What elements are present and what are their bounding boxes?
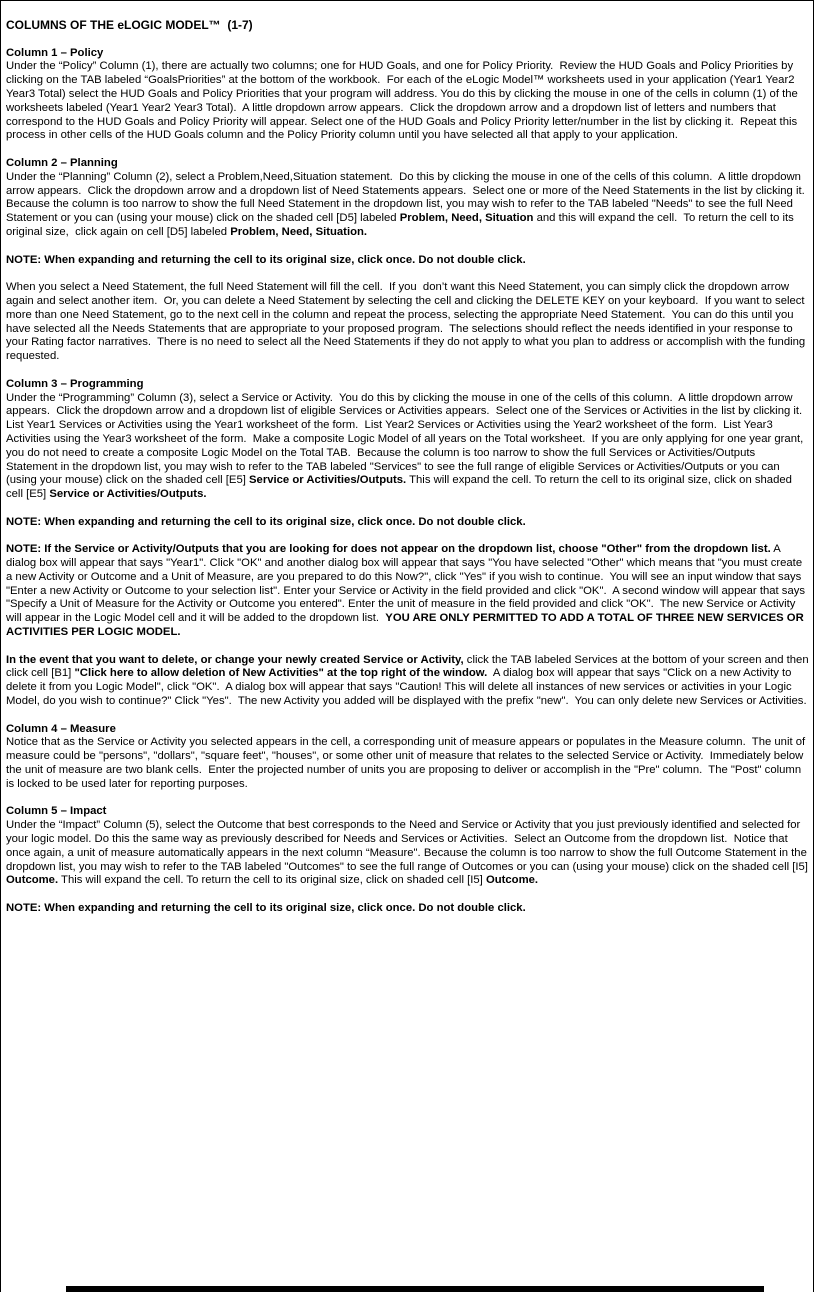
bold-text: Outcome. — [485, 874, 539, 887]
paragraph — [6, 60, 809, 143]
text: A dialog box will appear that says "Click on a new Activity to delete it from you Logic Model", click "OK". A dialog box will appear that says "Caution! This will delete all instances of new services or activities in your Logic Model, do you wish to continue?" Click "Yes". The new Activity you added will be displayed with the prefix "new". You can only delete new Services or Activities. — [6, 667, 807, 708]
paragraph — [6, 516, 809, 530]
bold-text: Problem, Need, Situation — [399, 212, 534, 225]
text: This will expand the cell. To return the cell to its original size, click on shaded cell [I5] — [58, 874, 486, 887]
section-heading-1 — [6, 47, 809, 61]
paragraph — [6, 392, 809, 502]
text: Under the “Impact” Column (5), select the Outcome that best corresponds to the Need and Service or Activity that you just previously identified and selected for your logic model. Do this the same way as previously described for Needs and Services or Activities. Select an Outcome from the dropdown list. Notice that once again, a unit of measure automatically appears in the next column “Measure". Because the column is too narrow to show the full Outcome Statement in the dropdown list, you may wish to refer to the TAB labeled "Outcomes" to see the full range of Outcomes or you can (using your mouse) click on the shaded cell [I5] — [6, 819, 812, 873]
bottom-bar — [66, 1286, 764, 1292]
paragraph — [6, 281, 809, 364]
bold-text: Service or Activities/Outputs. — [249, 474, 407, 487]
section-heading-3 — [6, 378, 809, 392]
paragraph — [6, 170, 812, 240]
section-heading-5 — [6, 805, 809, 819]
bold-text: Column 3 – Programming — [6, 377, 144, 390]
bold-text: NOTE: When expanding and returning the cell to its original size, click once. Do not double click. — [6, 253, 526, 266]
section-heading-2 — [6, 157, 809, 171]
text: Under the “Planning” Column (2), select a Problem,Need,Situation statement. Do this by clicking the mouse in one of the cells of this column. A little dropdown arrow appears. Click the dropdown arrow and a dropdown list of Need Statements appears. Select one or more of the Need Statements in the list by clicking it. Because the column is too narrow to show the full Need Statement in the dropdown list, you may wish to refer to the TAB labeled "Needs" to see the full Need Statement or you can (using your mouse) click on the shaded cell [D5] labeled — [6, 170, 812, 225]
bold-text: In the event that you want to delete, or change your newly created Service or Activity, — [6, 653, 464, 666]
bold-text: Service or Activities/Outputs. — [49, 488, 207, 501]
text: Under the “Policy” Column (1), there are actually two columns; one for HUD Goals, and one for Policy Priority. Review the HUD Goals and Policy Priorities by clicking on the TAB labeled “GoalsPriorities” at the bottom of the workbook. For each of the eLogic Model™ worksheets used in your application (Year1 Year2 Year3 Total) select the HUD Goals and Policy Priorities that your program will address. You do this by clicking the mouse in one of the cells in column (1) of the worksheets labeled (Year1 Year2 Year3 Total). A little dropdown arrow appears. Click the dropdown arrow and a dropdown list of letters and numbers that correspond to the HUD Goals and Policy Priority will appear. Select one of the HUD Goals and Policy Priority letter/number in the list by clicking it. Repeat this process in other cells of the HUD Goals column and the Policy Priority column until you have selected all that apply to your application. — [6, 60, 801, 142]
bold-text: Column 2 – Planning — [6, 156, 118, 169]
bold-text: Problem, Need, Situation. — [230, 225, 368, 238]
text: This will expand the cell. To return the cell to its original size, click on shaded cell [E5] — [6, 474, 796, 501]
document-body — [1, 1, 813, 916]
bold-text: Outcome. — [6, 874, 59, 887]
paragraph — [6, 653, 812, 709]
paragraph — [6, 254, 809, 268]
bold-text: "Click here to allow deletion of New Activities" at the top right of the window. — [74, 667, 488, 680]
text: When you select a Need Statement, the full Need Statement will fill the cell. If you don’t want this Need Statement, you can simply click the dropdown arrow again and select another item. Or, you can delete a Need Statement by selecting the cell and clicking the DELETE KEY on your keyboard. If you want to select more than one Need Statement, go to the next cell in the column and repeat the process, selecting the appropriate Need Statement. You can do this until you have selected all the Needs Statements that are appropriate to your proposed program. The selections should reflect the needs identified in your response to your Rating factor narratives. There is no need to select all the Need Statements if they do not apply to what you plan to address or accomplish with the funding requested. — [6, 281, 809, 363]
paragraph — [6, 902, 809, 916]
bold-text: YOU ARE ONLY PERMITTED TO ADD A TOTAL OF THREE NEW SERVICES OR ACTIVITIES PER LOGIC MODEL. — [6, 612, 807, 639]
paragraph — [6, 736, 809, 791]
bold-text: NOTE: If the Service or Activity/Outputs that you are looking for does not appear on the dropdown list, choose "Other" from the dropdown list. — [6, 543, 771, 556]
text: Under the “Programming” Column (3), select a Service or Activity. You do this by clicking the mouse in one of the cells of this column. A little dropdown arrow appears. Click the dropdown arrow and a dropdown list of eligible Services or Activities appears. Select one of the Services or Activities in the list by clicking it. List Year1 Services or Activities using the Year1 worksheet of the form. List Year2 Services or Activities using the Year2 worksheet of the form. List Year3 Activities using the Year3 worksheet of the form. Make a composite Logic Model of all years on the Total worksheet. If you are only applying for one year grant, you do not need to create a composite Logic Model on the Total TAB. Because the column is too narrow to show the full Services or Activities/Outputs Statement in the dropdown list, you may wish to refer to the TAB labeled "Services" to see the full range of eligible Services or Activities/Outputs or you can (using your mouse) click on the shaded cell [E5] — [6, 391, 807, 487]
paragraph — [6, 543, 809, 640]
bold-text: Column 4 – Measure — [6, 722, 116, 735]
bold-text: NOTE: When expanding and returning the cell to its original size, click once. Do not double click. — [6, 902, 526, 914]
paragraph — [6, 819, 812, 888]
bold-text: NOTE: When expanding and returning the cell to its original size, click once. Do not double click. — [6, 515, 526, 528]
bold-text: Column 5 – Impact — [6, 805, 107, 818]
section-heading-4 — [6, 723, 809, 737]
document-title — [6, 19, 809, 33]
text: A dialog box will appear that says "Year1". Click "OK" and another dialog box will appear that says "You have selected "Other" which means that "you must create a new Activity or Outcome and a Unit of Measure, are you prepared to do this Now?", click "Yes" if you wish to continue. You will see an input window that says "Enter a new Activity or Outcome to your selection list". Enter your Service or Activity in the field provided and click "OK". A second window will appear that says "Specify a Unit of Measure for the Activity or Outcome you entered". Enter the unit of measure in the field provided and click "OK". The new Service or Activity will appear in the Logic Model cell and it will be added to the dropdown list. — [6, 543, 809, 625]
bold-text: COLUMNS OF THE eLOGIC MODEL™ (1-7) — [6, 18, 253, 32]
bold-text: Column 1 – Policy — [6, 46, 104, 59]
text: and this will expand the cell. To return the cell to its original size, click again on cell [D5] labeled — [6, 212, 797, 238]
text: Notice that as the Service or Activity you selected appears in the cell, a corresponding unit of measure appears or populates in the Measure column. The unit of measure could be "persons", "dollars", "square feet", "houses", or some other unit of measure that relates to the selected Service or Activity. Immediately below the unit of measure are two blank cells. Enter the projected number of units you are proposing to deliver or accomplish in the "Pre" column. The "Post" column is locked to be used later for reporting purposes. — [6, 736, 809, 790]
text: click the TAB labeled Services at the bottom of your screen and then click cell [B1] — [6, 653, 812, 680]
